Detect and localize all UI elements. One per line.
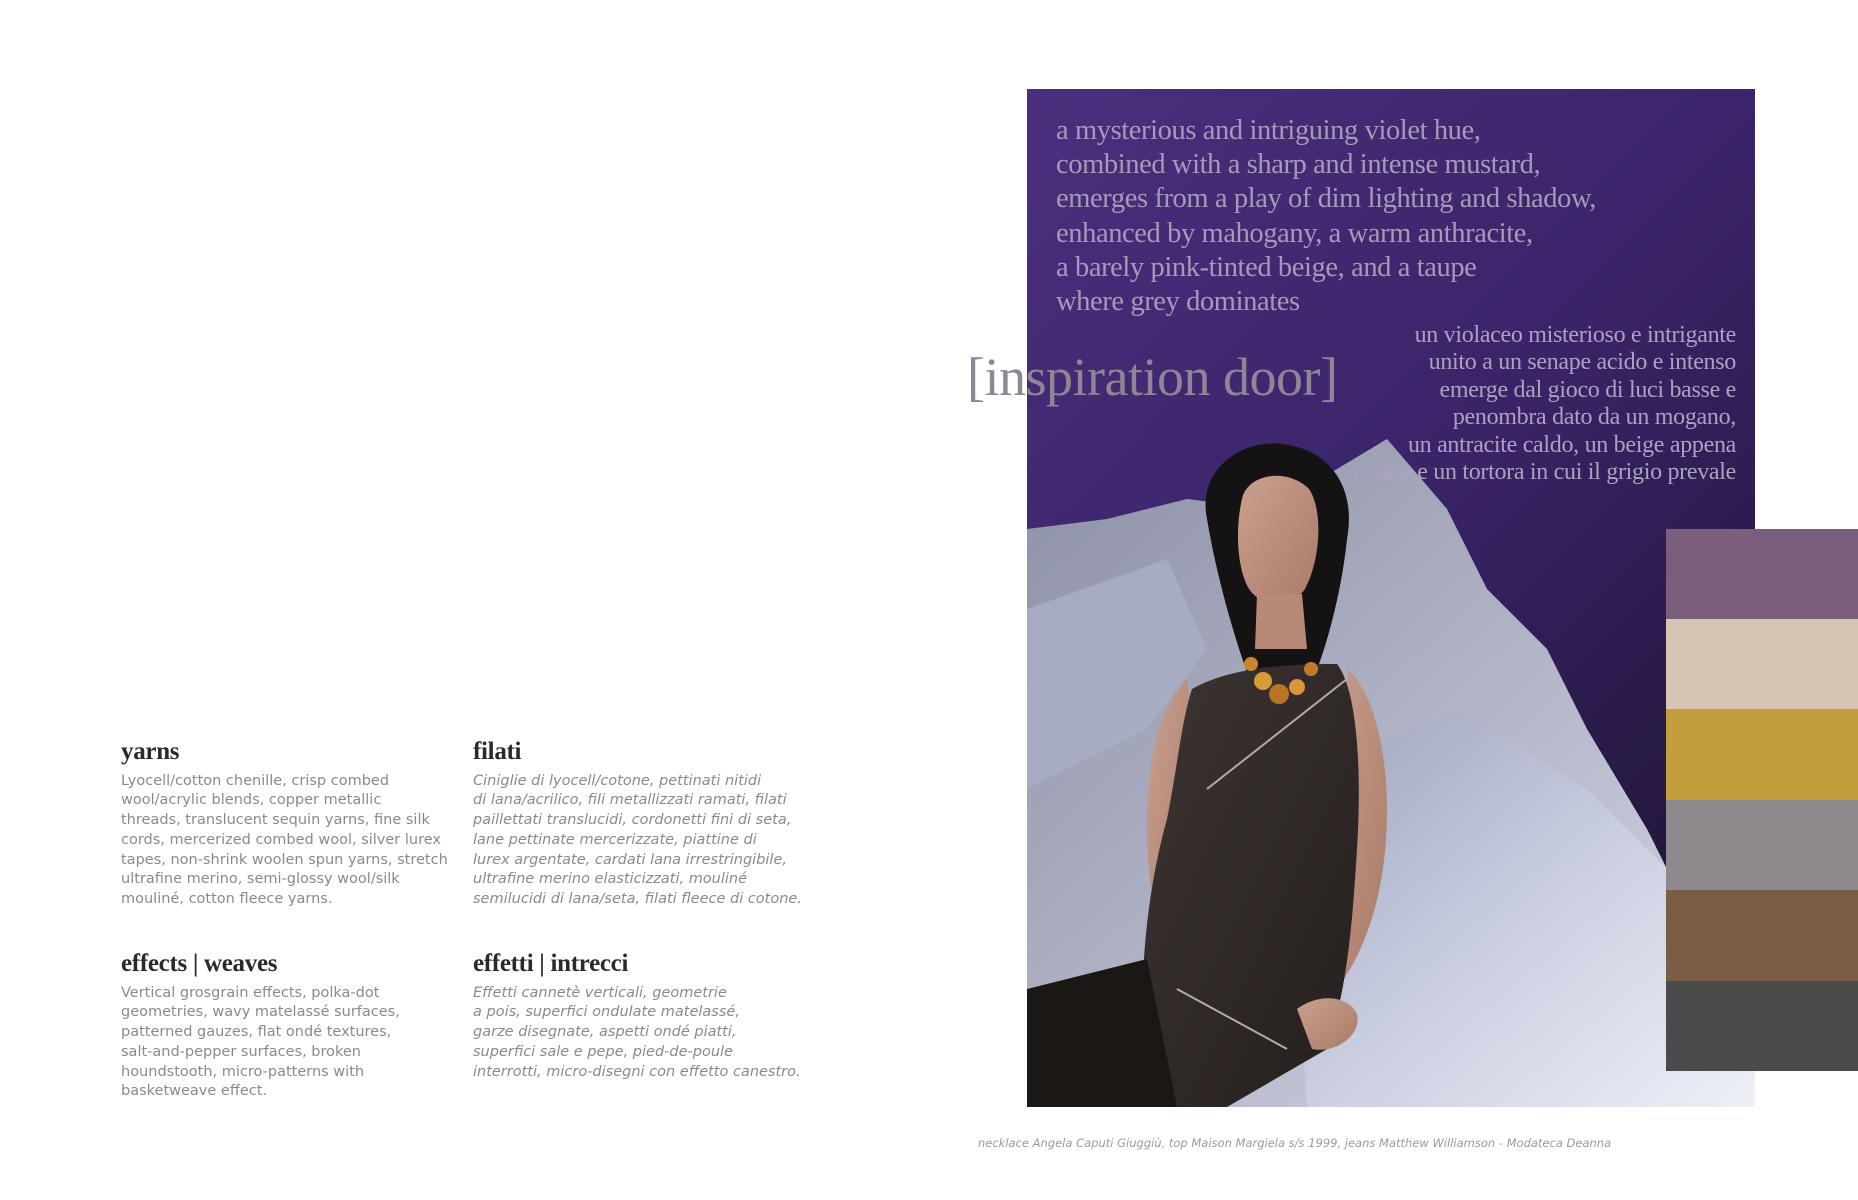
color-palette xyxy=(1666,529,1858,1071)
effetti-body: Effetti cannetè verticali, geometrie a pois, superfici ondulate matelassé, garze disegnate, aspetti ondé piatti, superfici sale e pepe, pied-de-poule interrotti, micro-disegni con effetto canestro. xyxy=(473,984,801,1080)
effects-section xyxy=(121,950,456,1102)
filati-section xyxy=(473,738,818,910)
yarns-body: Lyocell/cotton chenille, crisp combed wool/acrylic blends, copper metallic threads, translucent sequin yarns, fine silk cords, mercerized combed wool, silver lurex tapes, non-shrink woolen spun yarns, stretch ultrafine merino, semi-glossy wool/silk mouliné, cotton fleece yarns. xyxy=(121,772,448,908)
effects-body: Vertical grosgrain effects, polka-dot geometries, wavy matelassé surfaces, patterned gauzes, flat ondé textures, salt-and-pepper surfaces, broken houndstooth, micro-patterns with basketweave effect. xyxy=(121,984,400,1100)
yarns-section xyxy=(121,738,456,910)
photo-caption: necklace Angela Caputi Giuggiù, top Maison Margiela s/s 1999, jeans Matthew Williamson - Modateca Deanna xyxy=(978,1136,1612,1150)
filati-heading: filati xyxy=(473,738,522,765)
effetti-section xyxy=(473,950,818,1082)
swatch-mahogany xyxy=(1666,890,1858,981)
effects-heading: effects | weaves xyxy=(121,950,278,977)
swatch-pink-beige xyxy=(1666,619,1858,709)
yarns-heading: yarns xyxy=(121,738,180,765)
swatch-taupe xyxy=(1666,800,1858,890)
effetti-heading: effetti | intrecci xyxy=(473,950,629,977)
quote-italian: un violaceo misterioso e intrigante unito a un senape acido e intenso emerge dal gioco di luci basse e penombra dato da un mogano, un antracite caldo, un beige appena rosato e un tortora in cui il grigio prevale xyxy=(1354,322,1736,486)
swatch-violet xyxy=(1666,529,1858,619)
filati-body: Ciniglie di lyocell/cotone, pettinati nitidi di lana/acrilico, fili metallizzati ramati, filati paillettati translucidi, cordonetti fini di seta, lane pettinate mercerizzate, piattine di lurex argentate, cardati lana irrestringibile, ultrafine merino elasticizzati, mouliné semilucidi di lana/seta, filati fleece di cotone. xyxy=(473,772,802,908)
swatch-mustard xyxy=(1666,709,1858,800)
quote-english: a mysterious and intriguing violet hue, combined with a sharp and intense mustard, emerges from a play of dim lighting and shadow, enhanced by mahogany, a warm anthracite, a barely pink-tinted beige, and a taupe where grey dominates xyxy=(1056,115,1596,318)
page-title: [inspiration door] xyxy=(967,347,1338,407)
swatch-anthracite xyxy=(1666,981,1858,1071)
